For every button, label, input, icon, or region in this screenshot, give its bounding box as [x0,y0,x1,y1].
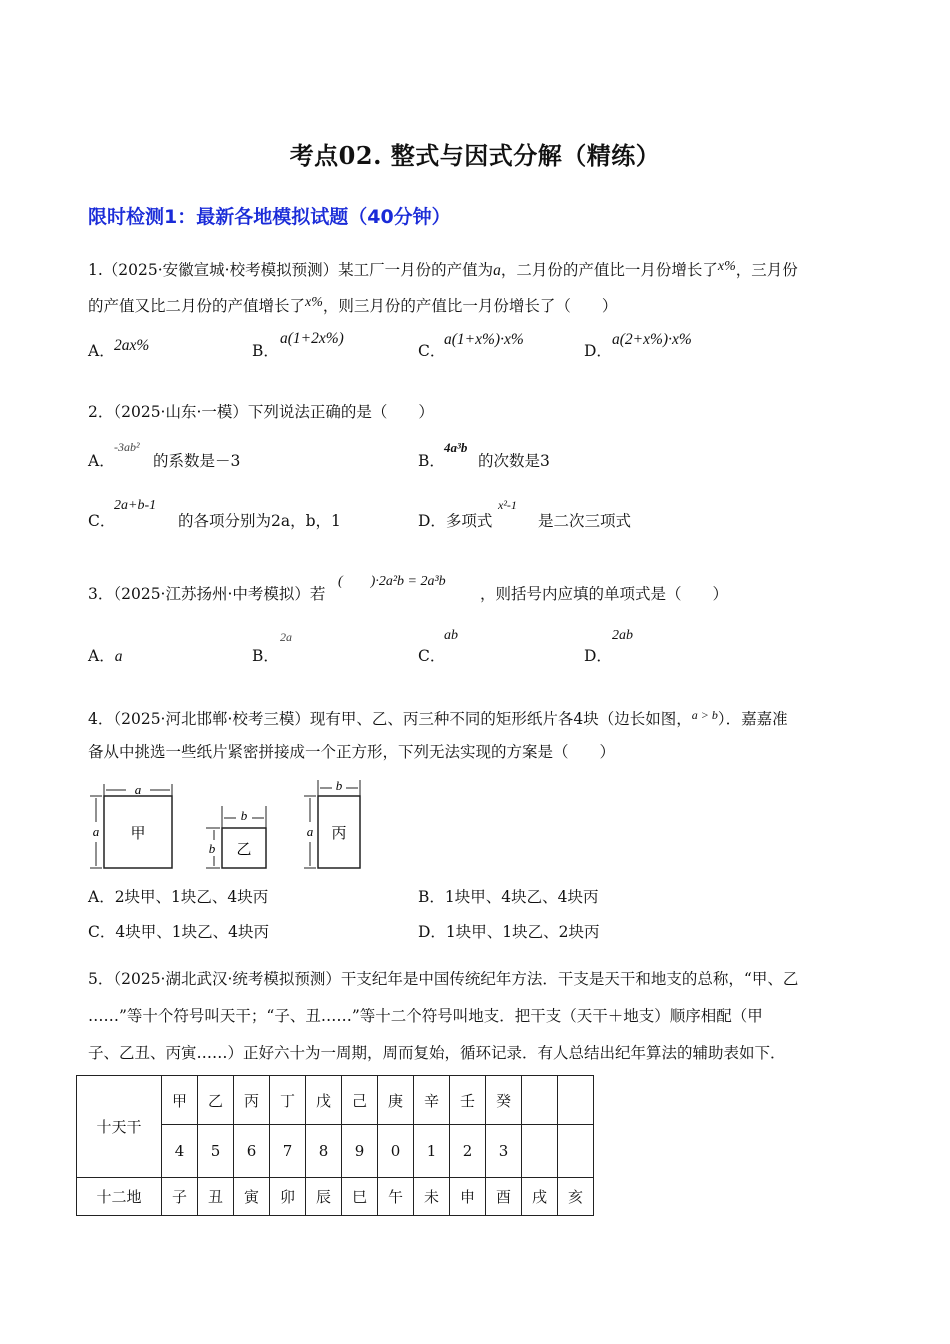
section-heading: 限时检测1：最新各地模拟试题（40分钟） [88,206,451,228]
stem-cell: 壬 [450,1076,486,1125]
branch-cell: 寅 [234,1178,270,1216]
jia-top-label: a [134,782,142,797]
table-row-stems [77,1076,594,1125]
q4-figure-svg [84,778,374,874]
q2-option-d-text: 是二次三项式 [538,512,632,530]
q2-option-c-text: 的各项分别为2a，b，1 [178,512,341,530]
q1-text-3: ，三月份 [735,261,798,279]
branch-cell: 午 [378,1178,414,1216]
q5-line2: ……”等十个符号叫天干；“子、丑……”等十二个符号叫地支．把干支（天干＋地支）顺序相配（甲 [88,1007,763,1025]
stem-number-cell: 5 [198,1125,234,1178]
stem-cell: 己 [342,1076,378,1125]
jia-label: 甲 [130,824,146,842]
q3-option-b-math: 2a [280,630,292,644]
stem-number-cell: 4 [162,1125,198,1178]
q3-option-a-math: a [114,648,123,665]
q2-option-c-math: 2a+b-1 [114,498,157,513]
q2-option-a-label: A． [88,452,115,470]
stem-cell [558,1076,594,1125]
q1-option-a[interactable] [88,340,115,362]
q4-option-a[interactable]: A．2块甲、1块乙、4块丙 [88,888,269,906]
bing-top-label: b [335,778,343,793]
q3-equation: ( )·2a²b = 2a³b [338,574,446,589]
stem-number-cell [522,1125,558,1178]
q1-text-2: ，二月份的产值比一月份增长了 [500,261,718,279]
yi-side-label: b [208,841,216,856]
q4-option-b[interactable]: B．1块甲、4块乙、4块丙 [418,888,599,906]
branch-cell: 戌 [522,1178,558,1216]
stem-number-cell: 2 [450,1125,486,1178]
stem-number-cell: 8 [306,1125,342,1178]
q3-option-d-label: D． [584,647,612,665]
q3-stem-1: 3．（2025·江苏扬州·中考模拟）若 [88,585,326,603]
q1-option-a-label: A． [88,342,115,360]
q1-option-a-math: 2ax% [114,337,150,354]
q1-var-a: a [493,262,501,279]
q2-option-b-label: B． [418,452,445,470]
q2-stem: 2．（2025·山东·一模）下列说法正确的是（ ） [88,403,434,421]
row-label-stems: 十天干 [77,1076,162,1178]
branch-cell: 酉 [486,1178,522,1216]
branch-cell: 子 [162,1178,198,1216]
q4-text-2: ）．嘉嘉准 [717,710,788,728]
stem-cell: 癸 [486,1076,522,1125]
jia-side-label: a [92,824,100,839]
q2-option-c[interactable] [88,510,115,532]
q3-option-d-math: 2ab [612,628,633,643]
q2-option-d-label: D．多项式 [418,512,493,530]
q1-option-b[interactable] [252,340,279,362]
bing-label: 丙 [331,824,347,842]
branch-cell: 亥 [558,1178,594,1216]
yi-label: 乙 [236,840,252,858]
q4-condition: a > b [691,708,718,722]
stem-cell: 戊 [306,1076,342,1125]
q1-option-d-label: D． [584,342,612,360]
branch-cell: 辰 [306,1178,342,1216]
branch-cell: 卯 [270,1178,306,1216]
q1-text-4: 的产值又比二月份的产值增长了 [88,297,306,315]
bing-side-label: a [306,824,314,839]
stem-number-cell: 0 [378,1125,414,1178]
q3-option-b-label: B． [252,647,279,665]
q1-option-c-label: C． [418,342,446,360]
stem-cell [522,1076,558,1125]
q3-option-a-label: A． [88,647,115,665]
stem-cell: 丙 [234,1076,270,1125]
q2-option-d-math: x²-1 [498,498,517,512]
q2-option-c-label: C． [88,512,116,530]
q4-text-1: 4．（2025·河北邯郸·校考三模）现有甲、乙、丙三种不同的矩形纸片各4块（边长如图， [88,710,692,728]
q3-option-c[interactable] [418,645,445,667]
q3-stem-2: ，则括号内应填的单项式是（ ） [480,585,729,603]
branch-cell: 巳 [342,1178,378,1216]
q3-option-c-math: ab [444,628,458,643]
q4-option-c[interactable]: C．4块甲、1块乙、4块丙 [88,923,269,941]
branch-cell: 未 [414,1178,450,1216]
yi-top-label: b [240,808,248,823]
stem-number-cell: 9 [342,1125,378,1178]
q3-option-b[interactable] [252,645,279,667]
q2-option-b[interactable] [418,450,445,472]
q5-line1: 5．（2025·湖北武汉·统考模拟预测）干支纪年是中国传统纪年方法．干支是天干和地支的总称，“甲、乙 [88,970,799,988]
q2-option-a[interactable] [88,450,115,472]
q4-line1 [88,704,788,730]
q1-xpct-1: x% [717,259,736,274]
stem-cell: 庚 [378,1076,414,1125]
q4-option-d[interactable]: D．1块甲、1块乙、2块丙 [418,923,600,941]
q2-option-a-math: -3ab² [114,440,140,454]
stem-number-cell: 1 [414,1125,450,1178]
page-title: 考点02. 整式与因式分解（精练） [289,141,661,170]
stem-number-cell: 7 [270,1125,306,1178]
q1-xpct-2: x% [305,295,323,310]
q5-line3: 子、乙丑、丙寅……）正好六十为一周期，周而复始，循环记录．有人总结出纪年算法的辅助表如下． [88,1044,786,1062]
q3-option-c-label: C． [418,647,446,665]
branch-cell: 申 [450,1178,486,1216]
stem-cell: 辛 [414,1076,450,1125]
q1-text-1: 1.（2025·安徽宣城·校考模拟预测）某工厂一月份的产值为 [88,261,494,279]
q3-option-d[interactable] [584,645,612,667]
q1-option-d-math: a(2+x%)·x% [612,331,692,348]
q1-option-c-math: a(1+x%)·x% [444,331,524,348]
stem-number-cell: 6 [234,1125,270,1178]
q2-option-b-text: 的次数是3 [478,452,550,470]
q2-option-b-math: 4a³b [444,440,468,455]
branch-cell: 丑 [198,1178,234,1216]
q1-option-b-label: B． [252,342,279,360]
stem-cell: 乙 [198,1076,234,1125]
q1-text-5: ，则三月份的产值比一月份增长了（ ） [322,297,618,315]
stem-cell: 甲 [162,1076,198,1125]
stem-number-cell [558,1125,594,1178]
table-row-branches [77,1178,594,1216]
q1-option-d[interactable] [584,340,612,362]
q1-line1 [88,256,798,282]
q1-line2 [88,292,617,317]
q2-option-d[interactable] [418,510,492,532]
q4-line2: 备从中挑选一些纸片紧密拼接成一个正方形，下列无法实现的方案是（ ） [88,743,616,761]
q3-option-a[interactable] [88,645,122,668]
stem-cell: 丁 [270,1076,306,1125]
row-label-branches: 十二地 [77,1178,162,1216]
ganzhi-table [76,1075,594,1216]
stem-number-cell: 3 [486,1125,522,1178]
q4-figure [84,778,374,874]
q1-option-c[interactable] [418,340,445,362]
q1-option-b-math: a(1+2x%) [280,330,344,347]
q2-option-a-text: 的系数是－3 [153,452,241,470]
